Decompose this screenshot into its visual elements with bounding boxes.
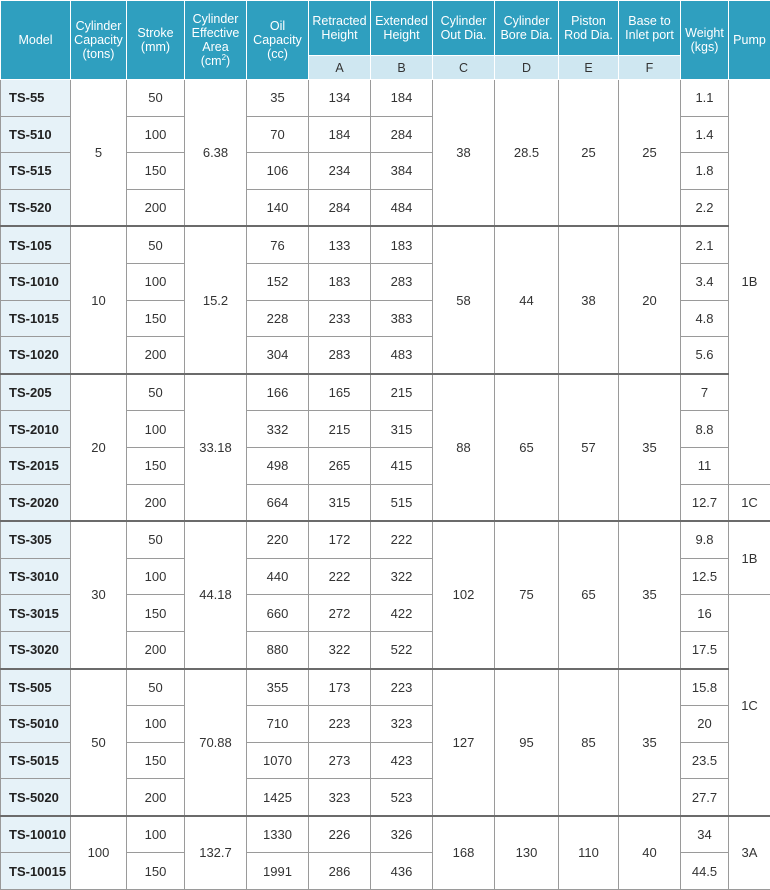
bore-dia-cell: 44 bbox=[495, 226, 559, 373]
retracted-height-cell: 234 bbox=[309, 153, 371, 190]
extended-height-cell: 215 bbox=[371, 374, 433, 411]
retracted-height-cell: 133 bbox=[309, 226, 371, 263]
header-out-dia-line: Out Dia. bbox=[441, 28, 487, 42]
bore-dia-cell: 65 bbox=[495, 374, 559, 521]
header-capacity-line: Cylinder bbox=[76, 19, 122, 33]
stroke-cell: 200 bbox=[127, 337, 185, 374]
area-cell: 33.18 bbox=[185, 374, 247, 521]
model-cell: TS-305 bbox=[1, 521, 71, 558]
extended-height-cell: 223 bbox=[371, 669, 433, 706]
spec-table-body bbox=[1, 80, 770, 890]
model-cell: TS-10015 bbox=[1, 853, 71, 890]
table-row bbox=[1, 226, 770, 263]
oil-capacity-cell: 76 bbox=[247, 226, 309, 263]
rod-dia-cell: 38 bbox=[559, 226, 619, 373]
oil-capacity-cell: 664 bbox=[247, 484, 309, 521]
stroke-cell: 100 bbox=[127, 816, 185, 853]
header-letter-a: A bbox=[309, 56, 371, 80]
oil-capacity-cell: 498 bbox=[247, 447, 309, 484]
weight-cell: 4.8 bbox=[681, 300, 729, 337]
model-cell: TS-2020 bbox=[1, 484, 71, 521]
stroke-cell: 200 bbox=[127, 779, 185, 816]
table-row bbox=[1, 669, 770, 706]
oil-capacity-cell: 355 bbox=[247, 669, 309, 706]
header-area-sup: 2 bbox=[222, 53, 226, 62]
stroke-cell: 150 bbox=[127, 853, 185, 890]
oil-capacity-cell: 140 bbox=[247, 189, 309, 226]
pump-cell: 1B bbox=[729, 80, 770, 485]
oil-capacity-cell: 228 bbox=[247, 300, 309, 337]
capacity-cell: 20 bbox=[71, 374, 127, 521]
header-weight-line: Weight bbox=[685, 26, 724, 40]
weight-cell: 11 bbox=[681, 447, 729, 484]
out-dia-cell: 88 bbox=[433, 374, 495, 521]
oil-capacity-cell: 710 bbox=[247, 706, 309, 743]
pump-cell: 1C bbox=[729, 595, 770, 816]
header-letter-e: E bbox=[559, 56, 619, 80]
header-bore-dia-line: Cylinder bbox=[504, 14, 550, 28]
stroke-cell: 100 bbox=[127, 558, 185, 595]
retracted-height-cell: 265 bbox=[309, 447, 371, 484]
retracted-height-cell: 173 bbox=[309, 669, 371, 706]
header-stroke-line: (mm) bbox=[141, 40, 170, 54]
header-letter-c: C bbox=[433, 56, 495, 80]
header-oil bbox=[247, 1, 309, 80]
retracted-height-cell: 134 bbox=[309, 80, 371, 117]
weight-cell: 8.8 bbox=[681, 411, 729, 448]
header-extended-line: Extended bbox=[375, 14, 428, 28]
out-dia-cell: 38 bbox=[433, 80, 495, 227]
inlet-port-cell: 25 bbox=[619, 80, 681, 227]
bore-dia-cell: 28.5 bbox=[495, 80, 559, 227]
extended-height-cell: 522 bbox=[371, 631, 433, 668]
pump-cell: 1C bbox=[729, 484, 770, 521]
header-inlet bbox=[619, 1, 681, 56]
retracted-height-cell: 223 bbox=[309, 706, 371, 743]
model-cell: TS-55 bbox=[1, 80, 71, 117]
model-cell: TS-2015 bbox=[1, 447, 71, 484]
extended-height-cell: 422 bbox=[371, 595, 433, 632]
stroke-cell: 100 bbox=[127, 706, 185, 743]
header-retracted-line: Retracted bbox=[312, 14, 366, 28]
weight-cell: 34 bbox=[681, 816, 729, 853]
model-cell: TS-3020 bbox=[1, 631, 71, 668]
retracted-height-cell: 184 bbox=[309, 116, 371, 153]
rod-dia-cell: 85 bbox=[559, 669, 619, 816]
oil-capacity-cell: 152 bbox=[247, 263, 309, 300]
weight-cell: 1.8 bbox=[681, 153, 729, 190]
retracted-height-cell: 172 bbox=[309, 521, 371, 558]
header-out-dia bbox=[433, 1, 495, 56]
header-area-line: Cylinder bbox=[193, 12, 239, 26]
model-cell: TS-3015 bbox=[1, 595, 71, 632]
weight-cell: 1.4 bbox=[681, 116, 729, 153]
header-weight-line: (kgs) bbox=[691, 40, 719, 54]
header-retracted bbox=[309, 1, 371, 56]
header-capacity-line: (tons) bbox=[83, 47, 115, 61]
model-cell: TS-2010 bbox=[1, 411, 71, 448]
pump-cell: 1B bbox=[729, 521, 770, 595]
weight-cell: 44.5 bbox=[681, 853, 729, 890]
inlet-port-cell: 35 bbox=[619, 669, 681, 816]
oil-capacity-cell: 440 bbox=[247, 558, 309, 595]
header-area-line: Effective bbox=[192, 26, 240, 40]
stroke-cell: 150 bbox=[127, 300, 185, 337]
stroke-cell: 50 bbox=[127, 521, 185, 558]
pump-cell: 3A bbox=[729, 816, 770, 890]
retracted-height-cell: 165 bbox=[309, 374, 371, 411]
weight-cell: 2.1 bbox=[681, 226, 729, 263]
extended-height-cell: 436 bbox=[371, 853, 433, 890]
extended-height-cell: 315 bbox=[371, 411, 433, 448]
capacity-cell: 50 bbox=[71, 669, 127, 816]
header-oil-line: Capacity bbox=[253, 33, 302, 47]
stroke-cell: 100 bbox=[127, 263, 185, 300]
header-bore-dia bbox=[495, 1, 559, 56]
oil-capacity-cell: 1330 bbox=[247, 816, 309, 853]
area-cell: 15.2 bbox=[185, 226, 247, 373]
extended-height-cell: 523 bbox=[371, 779, 433, 816]
table-row bbox=[1, 521, 770, 558]
capacity-cell: 100 bbox=[71, 816, 127, 890]
retracted-height-cell: 323 bbox=[309, 779, 371, 816]
header-pump bbox=[729, 1, 770, 80]
model-cell: TS-1020 bbox=[1, 337, 71, 374]
inlet-port-cell: 40 bbox=[619, 816, 681, 890]
weight-cell: 12.5 bbox=[681, 558, 729, 595]
oil-capacity-cell: 880 bbox=[247, 631, 309, 668]
header-letter-f: F bbox=[619, 56, 681, 80]
model-cell: TS-1010 bbox=[1, 263, 71, 300]
bore-dia-cell: 75 bbox=[495, 521, 559, 668]
oil-capacity-cell: 660 bbox=[247, 595, 309, 632]
retracted-height-cell: 222 bbox=[309, 558, 371, 595]
header-area-close: ) bbox=[226, 54, 230, 68]
oil-capacity-cell: 166 bbox=[247, 374, 309, 411]
header-inlet-line: Inlet port bbox=[625, 28, 674, 42]
weight-cell: 12.7 bbox=[681, 484, 729, 521]
oil-capacity-cell: 70 bbox=[247, 116, 309, 153]
extended-height-cell: 322 bbox=[371, 558, 433, 595]
oil-capacity-cell: 1991 bbox=[247, 853, 309, 890]
inlet-port-cell: 20 bbox=[619, 226, 681, 373]
rod-dia-cell: 110 bbox=[559, 816, 619, 890]
extended-height-cell: 383 bbox=[371, 300, 433, 337]
rod-dia-cell: 25 bbox=[559, 80, 619, 227]
extended-height-cell: 326 bbox=[371, 816, 433, 853]
model-cell: TS-505 bbox=[1, 669, 71, 706]
extended-height-cell: 184 bbox=[371, 80, 433, 117]
header-oil-line: Oil bbox=[270, 19, 285, 33]
oil-capacity-cell: 332 bbox=[247, 411, 309, 448]
header-rod-dia-line: Rod Dia. bbox=[564, 28, 613, 42]
bore-dia-cell: 130 bbox=[495, 816, 559, 890]
model-cell: TS-3010 bbox=[1, 558, 71, 595]
header-oil-line: (cc) bbox=[267, 47, 288, 61]
model-cell: TS-520 bbox=[1, 189, 71, 226]
retracted-height-cell: 315 bbox=[309, 484, 371, 521]
out-dia-cell: 102 bbox=[433, 521, 495, 668]
stroke-cell: 50 bbox=[127, 374, 185, 411]
header-model bbox=[1, 1, 71, 80]
header-bore-dia-line: Bore Dia. bbox=[500, 28, 552, 42]
weight-cell: 16 bbox=[681, 595, 729, 632]
retracted-height-cell: 226 bbox=[309, 816, 371, 853]
model-cell: TS-1015 bbox=[1, 300, 71, 337]
weight-cell: 20 bbox=[681, 706, 729, 743]
stroke-cell: 150 bbox=[127, 742, 185, 779]
weight-cell: 5.6 bbox=[681, 337, 729, 374]
header-letter-d: D bbox=[495, 56, 559, 80]
retracted-height-cell: 286 bbox=[309, 853, 371, 890]
oil-capacity-cell: 220 bbox=[247, 521, 309, 558]
table-row bbox=[1, 816, 770, 853]
model-cell: TS-5010 bbox=[1, 706, 71, 743]
weight-cell: 9.8 bbox=[681, 521, 729, 558]
extended-height-cell: 483 bbox=[371, 337, 433, 374]
extended-height-cell: 515 bbox=[371, 484, 433, 521]
weight-cell: 2.2 bbox=[681, 189, 729, 226]
model-cell: TS-515 bbox=[1, 153, 71, 190]
header-area-line: Area bbox=[202, 40, 228, 54]
extended-height-cell: 384 bbox=[371, 153, 433, 190]
extended-height-cell: 484 bbox=[371, 189, 433, 226]
header-area bbox=[185, 1, 247, 80]
model-cell: TS-5015 bbox=[1, 742, 71, 779]
extended-height-cell: 323 bbox=[371, 706, 433, 743]
retracted-height-cell: 273 bbox=[309, 742, 371, 779]
retracted-height-cell: 283 bbox=[309, 337, 371, 374]
stroke-cell: 200 bbox=[127, 631, 185, 668]
retracted-height-cell: 183 bbox=[309, 263, 371, 300]
table-row bbox=[1, 80, 770, 117]
retracted-height-cell: 233 bbox=[309, 300, 371, 337]
oil-capacity-cell: 35 bbox=[247, 80, 309, 117]
capacity-cell: 10 bbox=[71, 226, 127, 373]
header-rod-dia-line: Piston bbox=[571, 14, 606, 28]
inlet-port-cell: 35 bbox=[619, 374, 681, 521]
capacity-cell: 5 bbox=[71, 80, 127, 227]
header-capacity-line: Capacity bbox=[74, 33, 123, 47]
extended-height-cell: 415 bbox=[371, 447, 433, 484]
header-out-dia-line: Cylinder bbox=[441, 14, 487, 28]
stroke-cell: 50 bbox=[127, 80, 185, 117]
extended-height-cell: 222 bbox=[371, 521, 433, 558]
header-inlet-line: Base to bbox=[628, 14, 670, 28]
stroke-cell: 50 bbox=[127, 226, 185, 263]
oil-capacity-cell: 1070 bbox=[247, 742, 309, 779]
rod-dia-cell: 65 bbox=[559, 521, 619, 668]
area-cell: 132.7 bbox=[185, 816, 247, 890]
stroke-cell: 100 bbox=[127, 116, 185, 153]
header-area-unit: (cm bbox=[201, 54, 222, 68]
weight-cell: 15.8 bbox=[681, 669, 729, 706]
stroke-cell: 200 bbox=[127, 189, 185, 226]
model-cell: TS-5020 bbox=[1, 779, 71, 816]
header-pump-label: Pump bbox=[733, 33, 766, 47]
header-rod-dia bbox=[559, 1, 619, 56]
extended-height-cell: 283 bbox=[371, 263, 433, 300]
extended-height-cell: 183 bbox=[371, 226, 433, 263]
inlet-port-cell: 35 bbox=[619, 521, 681, 668]
stroke-cell: 150 bbox=[127, 447, 185, 484]
out-dia-cell: 168 bbox=[433, 816, 495, 890]
retracted-height-cell: 272 bbox=[309, 595, 371, 632]
retracted-height-cell: 284 bbox=[309, 189, 371, 226]
capacity-cell: 30 bbox=[71, 521, 127, 668]
header-stroke bbox=[127, 1, 185, 80]
header-letter-b: B bbox=[371, 56, 433, 80]
weight-cell: 27.7 bbox=[681, 779, 729, 816]
out-dia-cell: 58 bbox=[433, 226, 495, 373]
area-cell: 44.18 bbox=[185, 521, 247, 668]
header-capacity bbox=[71, 1, 127, 80]
stroke-cell: 150 bbox=[127, 595, 185, 632]
rod-dia-cell: 57 bbox=[559, 374, 619, 521]
stroke-cell: 50 bbox=[127, 669, 185, 706]
model-cell: TS-10010 bbox=[1, 816, 71, 853]
extended-height-cell: 284 bbox=[371, 116, 433, 153]
stroke-cell: 100 bbox=[127, 411, 185, 448]
retracted-height-cell: 215 bbox=[309, 411, 371, 448]
stroke-cell: 150 bbox=[127, 153, 185, 190]
area-cell: 70.88 bbox=[185, 669, 247, 816]
model-cell: TS-205 bbox=[1, 374, 71, 411]
bore-dia-cell: 95 bbox=[495, 669, 559, 816]
header-extended-line: Height bbox=[383, 28, 419, 42]
header-weight bbox=[681, 1, 729, 80]
table-row bbox=[1, 374, 770, 411]
oil-capacity-cell: 1425 bbox=[247, 779, 309, 816]
model-cell: TS-105 bbox=[1, 226, 71, 263]
area-cell: 6.38 bbox=[185, 80, 247, 227]
out-dia-cell: 127 bbox=[433, 669, 495, 816]
extended-height-cell: 423 bbox=[371, 742, 433, 779]
stroke-cell: 200 bbox=[127, 484, 185, 521]
weight-cell: 1.1 bbox=[681, 80, 729, 117]
header-stroke-line: Stroke bbox=[137, 26, 173, 40]
retracted-height-cell: 322 bbox=[309, 631, 371, 668]
model-cell: TS-510 bbox=[1, 116, 71, 153]
oil-capacity-cell: 106 bbox=[247, 153, 309, 190]
header-extended bbox=[371, 1, 433, 56]
header-retracted-line: Height bbox=[321, 28, 357, 42]
weight-cell: 17.5 bbox=[681, 631, 729, 668]
weight-cell: 23.5 bbox=[681, 742, 729, 779]
oil-capacity-cell: 304 bbox=[247, 337, 309, 374]
weight-cell: 7 bbox=[681, 374, 729, 411]
header-model-label: Model bbox=[18, 33, 52, 47]
weight-cell: 3.4 bbox=[681, 263, 729, 300]
